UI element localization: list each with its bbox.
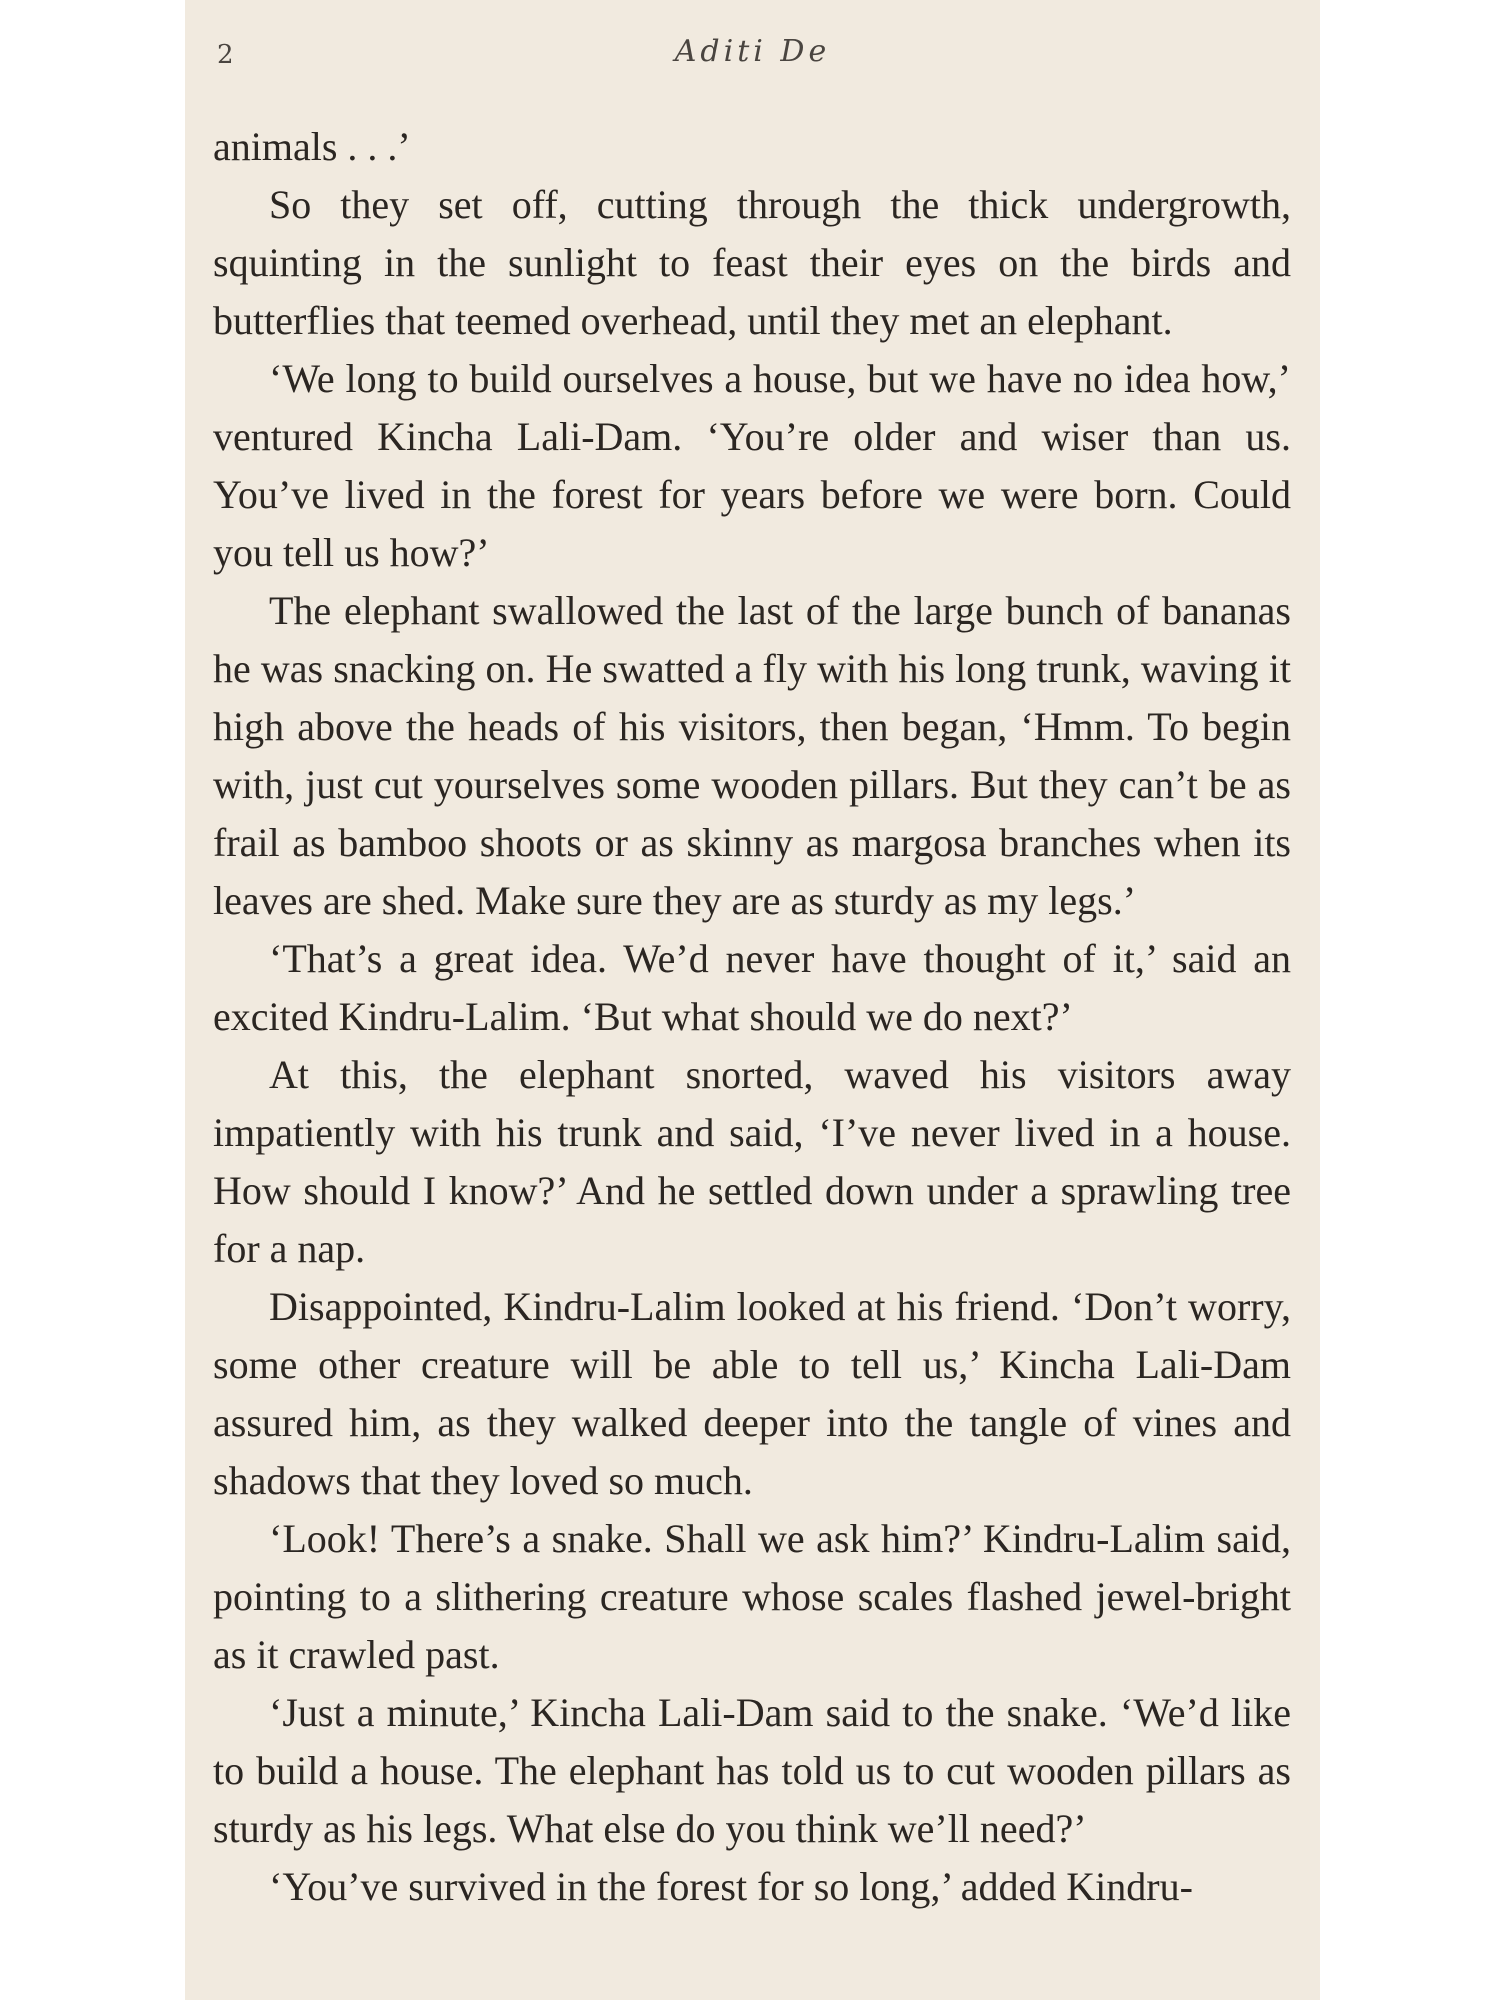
paragraph: At this, the elephant snorted, waved his visitors away impatiently with his trunk and said, ‘I’ve never lived in a house. How should I know?’ And he settled down under a sprawling tree for a nap. [213,1052,1291,1271]
paragraph: ‘You’ve survived in the forest for so long,’ added Kindru- [269,1864,1193,1909]
paragraph: animals . . .’ [213,124,411,169]
book-page [185,0,1320,2000]
paragraph: ‘Just a minute,’ Kincha Lali-Dam said to the snake. ‘We’d like to build a house. The elephant has told us to cut wooden pillars as sturdy as his legs. What else do you think we’ll need?’ [213,1690,1291,1851]
paragraph: ‘Look! There’s a snake. Shall we ask him?’ Kindru-Lalim said, pointing to a slithering creature whose scales flashed jewel-bright as it crawled past. [213,1516,1291,1677]
paragraph: The elephant swallowed the last of the large bunch of bananas he was snacking on. He swatted a fly with his long trunk, waving it high above the heads of his visitors, then began, ‘Hmm. To begin with, just cut yourselves some wooden pillars. But they can’t be as frail as bamboo shoots or as skinny as margosa branches when its leaves are shed. Make sure they are as sturdy as my legs.’ [213,588,1291,923]
paragraph: Disappointed, Kindru-Lalim looked at his friend. ‘Don’t worry, some other creature will be able to tell us,’ Kincha Lali-Dam assured him, as they walked deeper into the tangle of vines and shadows that they loved so much. [213,1284,1291,1503]
paragraph: ‘That’s a great idea. We’d never have thought of it,’ said an excited Kindru-Lalim. ‘But what should we do next?’ [213,936,1291,1039]
body-text [213,118,1291,1916]
running-head [185,30,1320,80]
running-head-author: Aditi De [674,34,831,69]
paragraph: So they set off, cutting through the thick undergrowth, squinting in the sunlight to feast their eyes on the birds and butterflies that teemed overhead, until they met an elephant. [213,182,1291,343]
paragraph: ‘We long to build ourselves a house, but we have no idea how,’ ventured Kincha Lali-Dam. ‘You’re older and wiser than us. You’ve lived in the forest for years before we were born. Could you tell us how?’ [213,356,1291,575]
page-number: 2 [217,40,234,70]
